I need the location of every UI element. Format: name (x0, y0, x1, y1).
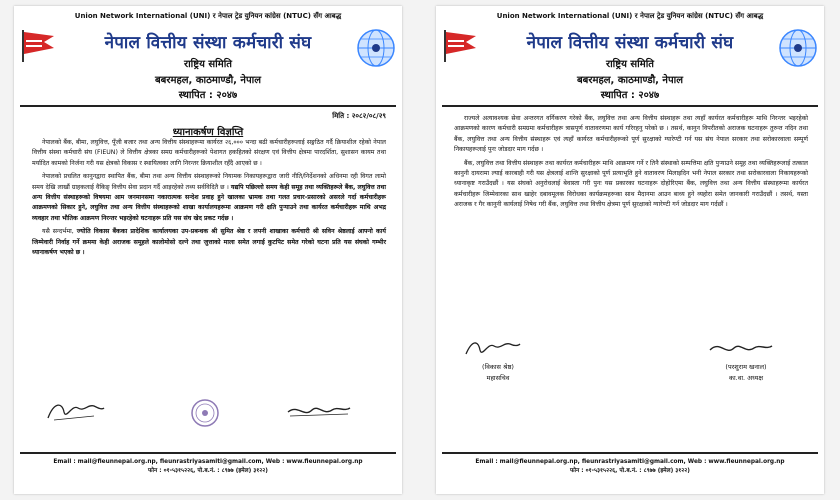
letterhead (14, 6, 402, 106)
body-paragraph: बैंक, लघुवित्त तथा वित्तीय संस्थाहरू तथा कार्यरत कर्मचारीहरू माथि आक्रमण गर्ने र तिनै संस्थाको सम्पत्तिमा क्षति पुऱ्याउने समूह तथा व्यक्तिहरूलाई तत्काल कानुनी दायरामा ल्याई कारबाही गरी यस क्षेत्रलाई शान्ति सुरक्षाको पूर्ण प्रत्याभूति हुने वातावरण मिलाइदिन भनी नेपाल सरकार तथा सरोकारवाला निकायहरूको ध्यानाकृष्ट गराउँदछौं । यस संघको अनुरोधलाई बेवास्ता गरी पुनः यस प्रकारका घटनाहरू दोहोरिएमा बैंक, लघुवित्त तथा अन्य वित्तीय संस्थाहरूमा कार्यरत कर्मचारीहरू जिम्मेवारका साथ खाहेर दबावमूलक विरोधका कार्यक्रमहरूका साथ मैदानमा आउन बाध्य हुने व्यहोरा समेत जानकारी गराउँदछौं । तसर्थ, यस्ता अराजक र गैर कानुनी कार्यलाई निषेध गरी बैंक, लघुवित्त तथा वित्तीय क्षेत्रमा पूर्ण सुरक्षाको ग्यारेण्टी गर्न जोडदार माग गर्दछौं । (454, 159, 808, 209)
letter-date: मिति : २०८२/०८/२९ (332, 112, 386, 120)
signature-right (284, 400, 354, 422)
footer-contact: Email : mail@fieunnepal.org.np, fieunrastriyasamiti@gmail.com, Web : www.fieunnepal.org.np (53, 459, 363, 465)
footer-phone: फोन : ०१-५३१५२२६, पो.ब.नं. : ८९७७ (इमेल) ३१२२) (148, 468, 268, 474)
established-year: स्थापित : २०४७ (178, 90, 238, 101)
handwritten-signature (462, 336, 522, 360)
notice-title: ध्यानाकर्षण विज्ञप्ति (172, 127, 244, 138)
committee-name: राष्ट्रिय समिति (605, 59, 654, 70)
footer-divider (20, 452, 396, 454)
signatory-acting-president (706, 336, 786, 382)
handwritten-signature (706, 336, 776, 360)
body-paragraph: राज्यले अत्यावश्यक सेवा अन्तरगत वर्गिकरण गरेको बैंक, लघुवित्त तथा अन्य वित्तीय संस्थाहरू तथा त्यहाँ कार्यरत कर्मचारीहरू माथि निरन्तर भइरहेको आक्रमणको कारण कर्मचारी समग्रमा कर्मचारीहरू त्रासपूर्ण वातावरणमा कार्य गरिरहनु परेको छ । तसर्थ, कानुन विपरीतको अराजक घटनाहरू तुरुन्त नदिन तथा बैंक, लघुवित्त तथा अन्य वित्तीय संस्थाहरू एवं त्यहाँ कार्यरत कर्मचारीहरूको पूर्ण सुरक्षाको ग्यारेण्टी गर्न यस संघ नेपाल सरकार तथा सरोकारवाला सम्पूर्ण निकायहरूलाई पुनः जोडदार माग गर्दछ । (454, 115, 808, 154)
signatory-title: का.वा. अध्यक्ष (728, 374, 763, 382)
signatory-title: महासचिव (486, 374, 510, 382)
letterhead (436, 6, 824, 106)
established-year: स्थापित : २०४७ (600, 90, 660, 101)
affiliation-line: Union Network International (UNI) र नेपाल ट्रेड युनियन कांग्रेस (NTUC) सँग आबद्ध (496, 12, 764, 20)
committee-name: राष्ट्रिय समिति (183, 59, 232, 70)
affiliation-line: Union Network International (UNI) र नेपाल ट्रेड युनियन कांग्रेस (NTUC) सँग आबद्ध (74, 12, 342, 20)
signature-left (44, 398, 108, 424)
handwritten-signature (284, 400, 354, 422)
letter-footer (436, 458, 824, 476)
signatory-general-secretary (462, 336, 534, 382)
header-divider (20, 105, 396, 107)
body-paragraph (32, 138, 386, 169)
body-paragraph (32, 172, 386, 224)
letter-body (32, 138, 386, 261)
paragraph-text: नेपालको बैंक, बीमा, लघुवित्त, पूँजी बजार तथा अन्य वित्तीय संस्थाहरूमा कार्यरत २६,००० भन्दा बढी कर्मचारीहरूलाई सङ्गठित गर्दै क्रियाशील रहेको नेपाल वित्तीय संस्था कर्मचारी संघ (FIEUN) ले वित्तीय क्षेत्रका समग्र कर्मचारीहरूको पेशागत हकहितको संरक्षण एवं वित्तीय क्षेत्रमा पारदर्शिता, सुशासन कायम तथा मर्यादित कामको निर्जना गरी यस क्षेत्रको विकास र स्थायित्वका लागि निरन्तर क्रियाशील रहँदै आएको छ । (32, 139, 386, 167)
footer-phone: फोन : ०१-५३१५२२६, पो.ब.नं. : ८९७७ (इमेल) ३१२२) (570, 468, 690, 474)
letter-footer (14, 458, 402, 476)
paragraph-text: नेपालको प्रचलित कानुनद्वारा स्थापित बैंक, बीमा तथा अन्य वित्तीय संस्थाहरूको नियामक निकायहरूद्वारा जारी नीति/निर्देशनको अधिनमा रही विगत लामो समय देखि लाखौं ग्राहकलाई वैकिङ्‍ वित्तीय सेवा प्रदान गर्दै आइरहेको तथ्य सर्वविदितै छ । (32, 173, 386, 191)
signatory-name: (परशुराम खनाल) (725, 363, 767, 371)
official-seal-icon (190, 398, 220, 428)
handwritten-signature (44, 398, 108, 424)
letter-page-1 (14, 6, 402, 494)
letter-page-2 (436, 6, 824, 494)
org-address: बबरमहल, काठमाण्डौ, नेपाल (576, 75, 684, 86)
org-address: बबरमहल, काठमाण्डौ, नेपाल (154, 75, 262, 86)
paragraph-bold-text: ज्योति विकास बैंकका प्रादेशिक कार्यालयका उप-प्रबन्धक श्री सुमित श्रेष्ठ र लपनी शाखाका कर्मचारी श्री सविन श्रेष्ठलाई आफ्नो कार्य जिम्मेवारी निर्वाह गर्ने क्रममा केही अराजक समूहले कालोमोसो दल्ने तथा जुत्ताको माला समेत लगाई कुटपिट समेत गरेको घटना प्रति यस संघको गम्भीर ध्यानाकर्षण भएको छ । (32, 228, 386, 257)
header-divider (442, 105, 818, 107)
paragraph-bold-text: यद्यपि पछिल्लो समय केही समूह तथा व्यक्तिहरूले बैंक, लघुवित्त तथा अन्य वित्तीय संस्थाहरूको विषयमा आम जनमानसमा नकारात्मक सन्देश प्रवाह हुने खालका भ्रामक तथा गलत प्रचार-प्रसारको असरले गर्दा कर्मचारीहरू आक्रमणको सिकार हुने, लघुवित्त तथा अन्य वित्तीय संस्थाहरूको शाखा कार्यालयहरूमा आक्रमण गरी क्षति पुऱ्याउने तथा कार्यरत कर्मचारीहरू माथि अभद्र व्यवहार तथा भौतिक आक्रमण निरन्तर भइरहेको घटनाहरू प्रति यस संघ खेद प्रकट गर्दछ । (32, 183, 386, 222)
paragraph-text: यसै सन्दर्भमा, (42, 228, 74, 236)
org-name: नेपाल वित्तीय संस्था कर्मचारी संघ (104, 33, 312, 53)
signatory-name: (विकास श्रेष्ठ) (482, 363, 514, 371)
org-name: नेपाल वित्तीय संस्था कर्मचारी संघ (526, 33, 734, 53)
body-paragraph (32, 227, 386, 258)
letter-body (454, 114, 808, 214)
footer-divider (442, 452, 818, 454)
footer-contact: Email : mail@fieunnepal.org.np, fieunrastriyasamiti@gmail.com, Web : www.fieunnepal.org.np (475, 459, 785, 465)
